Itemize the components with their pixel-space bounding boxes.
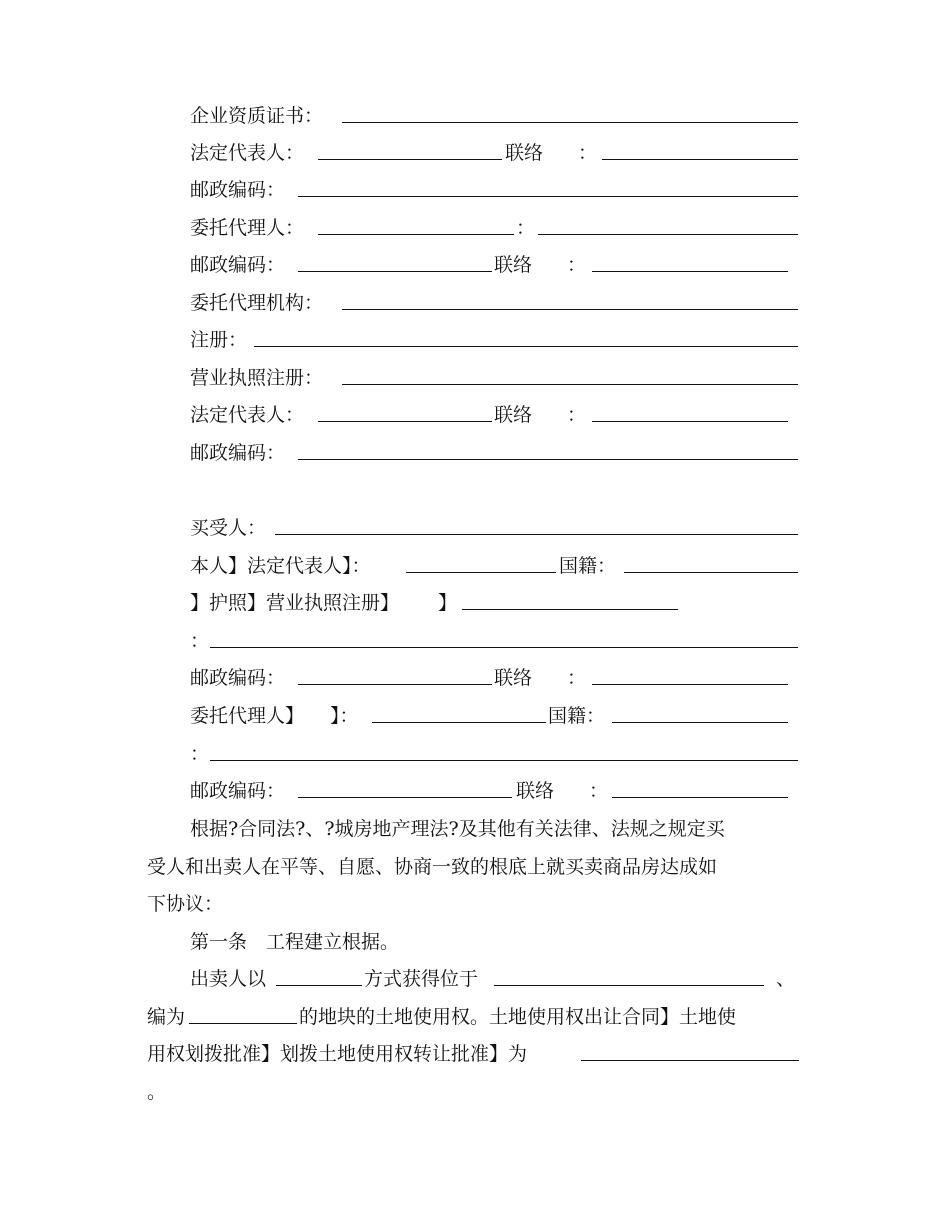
article-1-title: 第一条 工程建立根据。 xyxy=(190,931,400,953)
nationality-label: 国籍： xyxy=(548,705,606,727)
person-rep-row xyxy=(190,554,800,580)
article-1-line-2 xyxy=(147,1005,807,1031)
postcode-blank[interactable] xyxy=(298,779,512,798)
postcode-row-1 xyxy=(190,178,800,204)
method-blank[interactable] xyxy=(276,967,362,986)
buyer-label: 买受人： xyxy=(190,517,267,539)
article-1-line-4: 。 xyxy=(147,1081,167,1103)
contact-colon: ： xyxy=(578,142,598,164)
contact-blank[interactable] xyxy=(592,403,788,422)
contact-colon: ： xyxy=(567,254,587,276)
agent-colon: ： xyxy=(516,217,536,239)
address-row-2 xyxy=(190,742,800,768)
address-blank[interactable] xyxy=(210,629,798,648)
agent-label: 委托代理人】 xyxy=(190,705,305,727)
agent-blank[interactable] xyxy=(318,216,514,235)
plot-number-blank[interactable] xyxy=(189,1005,297,1024)
contact-colon: ： xyxy=(567,404,587,426)
postcode-label: 邮政编码： xyxy=(190,667,286,689)
article-1-line-1 xyxy=(190,967,800,993)
legal-rep-blank[interactable] xyxy=(318,403,492,422)
agent-label-end: 】： xyxy=(330,705,359,727)
contact-label: 联络 xyxy=(505,142,544,164)
contact-label: 联络 xyxy=(516,780,555,802)
article-text: 、 xyxy=(776,968,796,990)
id-docs-label: 】护照】营业执照注册】 xyxy=(190,592,400,614)
legal-rep-row xyxy=(190,141,800,167)
contact-blank[interactable] xyxy=(612,779,788,798)
postcode-blank[interactable] xyxy=(298,253,492,272)
postcode-label: 邮政编码： xyxy=(190,179,286,201)
agent-row-2 xyxy=(190,704,800,730)
registration-label: 注册： xyxy=(190,329,248,351)
legal-rep-blank[interactable] xyxy=(318,141,502,160)
postcode-row-5 xyxy=(190,779,800,805)
location-blank[interactable] xyxy=(494,967,764,986)
approval-number-blank[interactable] xyxy=(581,1042,799,1061)
postcode-blank[interactable] xyxy=(298,178,798,197)
contact-colon: ： xyxy=(589,780,609,802)
person-rep-label: 本人】法定代表人】： xyxy=(190,555,371,577)
postcode-row-3 xyxy=(190,441,800,467)
legal-rep-label: 法定代表人： xyxy=(190,142,305,164)
buyer-row xyxy=(190,516,800,542)
address-colon: ： xyxy=(190,630,210,652)
postcode-blank[interactable] xyxy=(298,441,798,460)
contact-label: 联络 xyxy=(494,667,533,689)
contact-colon: ： xyxy=(567,667,587,689)
qualification-blank[interactable] xyxy=(342,104,798,123)
agent-row xyxy=(190,216,800,242)
agency-blank[interactable] xyxy=(342,291,798,310)
contact-label: 联络 xyxy=(494,404,533,426)
address-blank[interactable] xyxy=(210,742,798,761)
article-text: 编为 xyxy=(147,1006,186,1028)
buyer-blank[interactable] xyxy=(275,516,798,535)
id-docs-row xyxy=(190,591,800,617)
address-colon: ： xyxy=(190,743,210,765)
business-license-label: 营业执照注册： xyxy=(190,367,324,389)
article-text: 用权划拨批准】划拨土地使用权转让批准】为 xyxy=(147,1043,528,1065)
article-text: 方式获得位于 xyxy=(364,968,479,990)
contact-blank[interactable] xyxy=(602,141,798,160)
business-license-row xyxy=(190,366,800,392)
basis-paragraph-line-1: 根据?合同法?、?城房地产理法?及其他有关法律、法规之规定买 xyxy=(190,818,725,840)
agent-blank[interactable] xyxy=(372,704,546,723)
postcode-row-4 xyxy=(190,666,800,692)
registration-blank[interactable] xyxy=(254,328,798,347)
qualification-row xyxy=(190,104,800,130)
legal-rep-label: 法定代表人： xyxy=(190,404,305,426)
address-row-1 xyxy=(190,629,800,655)
postcode-row-2 xyxy=(190,253,800,279)
postcode-label: 邮政编码： xyxy=(190,442,286,464)
basis-paragraph-line-2: 受人和出卖人在平等、自愿、协商一致的根底上就买卖商品房达成如 xyxy=(147,856,718,878)
registration-row xyxy=(190,328,800,354)
person-rep-blank[interactable] xyxy=(406,554,556,573)
qualification-label: 企业资质证书： xyxy=(190,105,324,127)
article-1-line-3 xyxy=(147,1042,807,1068)
legal-rep-row-2 xyxy=(190,403,800,429)
agency-row xyxy=(190,291,800,317)
id-docs-end: 】 xyxy=(438,592,458,614)
contact-blank[interactable] xyxy=(592,666,788,685)
agent-contact-blank[interactable] xyxy=(538,216,798,235)
nationality-blank[interactable] xyxy=(612,704,788,723)
business-license-blank[interactable] xyxy=(342,366,798,385)
postcode-label: 邮政编码： xyxy=(190,254,286,276)
agent-label: 委托代理人： xyxy=(190,217,305,239)
agency-label: 委托代理机构： xyxy=(190,292,324,314)
postcode-blank[interactable] xyxy=(298,666,492,685)
contact-blank[interactable] xyxy=(592,253,788,272)
postcode-label: 邮政编码： xyxy=(190,780,286,802)
article-text: 的地块的土地使用权。土地使用权出让合同】土地使 xyxy=(299,1006,737,1028)
id-docs-blank[interactable] xyxy=(462,591,678,610)
basis-paragraph-line-3: 下协议： xyxy=(147,893,224,915)
nationality-blank[interactable] xyxy=(624,554,798,573)
article-text: 出卖人以 xyxy=(190,968,267,990)
contact-label: 联络 xyxy=(494,254,533,276)
nationality-label: 国籍： xyxy=(559,555,617,577)
